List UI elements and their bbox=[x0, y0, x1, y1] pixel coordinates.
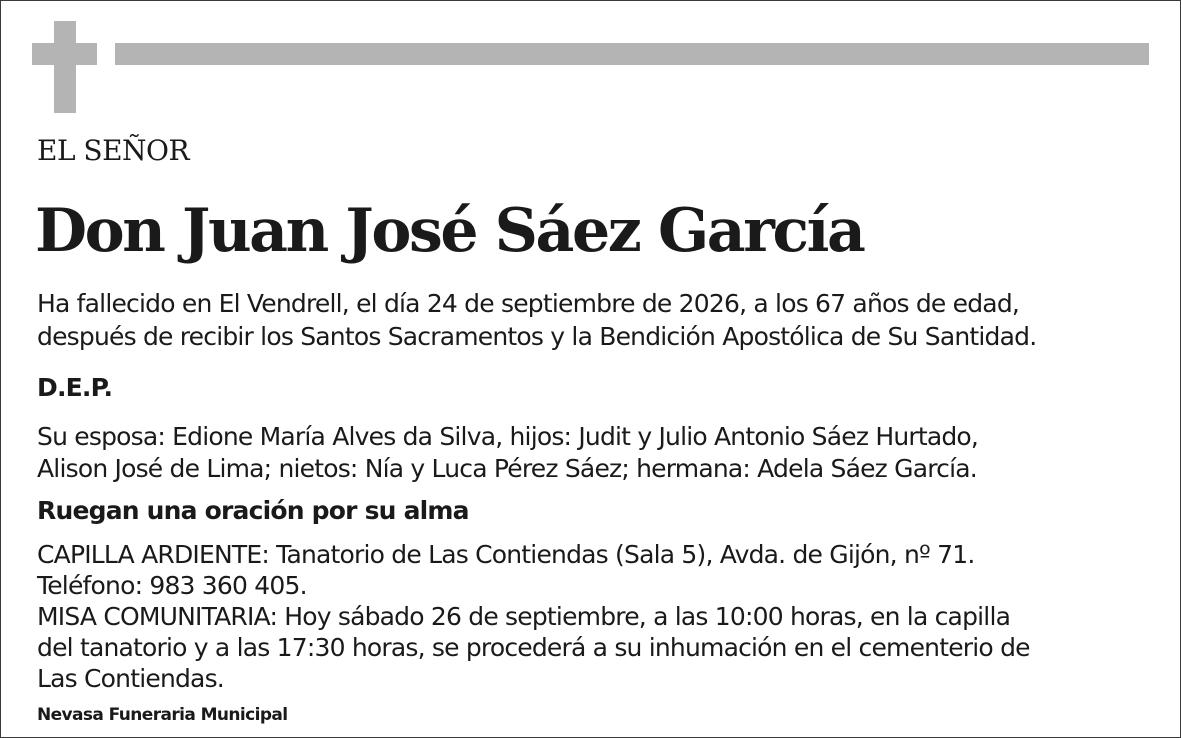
death-announcement-line-1: Ha fallecido en El Vendrell, el día 24 de septiembre de 2026, a los 67 años de edad, bbox=[37, 289, 1020, 318]
honorific-heading: EL SEÑOR bbox=[37, 134, 190, 167]
service-line-5: Las Contiendas. bbox=[37, 664, 224, 693]
header-rule bbox=[115, 43, 1149, 65]
service-line-1: CAPILLA ARDIENTE: Tanatorio de Las Contiendas (Sala 5), Avda. de Gijón, nº 71. bbox=[37, 540, 975, 569]
prayer-request: Ruegan una oración por su alma bbox=[37, 496, 469, 525]
family-line-2: Alison José de Lima; nietos: Nía y Luca Pérez Sáez; hermana: Adela Sáez García. bbox=[37, 454, 977, 483]
family-line-1: Su esposa: Edione María Alves da Silva, hijos: Judit y Julio Antonio Sáez Hurtado, bbox=[37, 422, 979, 451]
service-line-3: MISA COMUNITARIA: Hoy sábado 26 de septiembre, a las 10:00 horas, en la capilla bbox=[37, 602, 1011, 631]
deceased-name: Don Juan José Sáez García bbox=[35, 196, 864, 266]
cross-vertical-bar bbox=[54, 21, 76, 113]
death-announcement-line-2: después de recibir los Santos Sacramentos y la Bendición Apostólica de Su Santidad. bbox=[37, 322, 1037, 351]
funeral-home-name: Nevasa Funeraria Municipal bbox=[37, 705, 288, 725]
rip-line: D.E.P. bbox=[37, 373, 113, 402]
service-line-2: Teléfono: 983 360 405. bbox=[37, 571, 307, 600]
cross-horizontal-bar bbox=[32, 43, 97, 65]
service-line-4: del tanatorio y a las 17:30 horas, se procederá a su inhumación en el cementerio de bbox=[37, 633, 1030, 662]
